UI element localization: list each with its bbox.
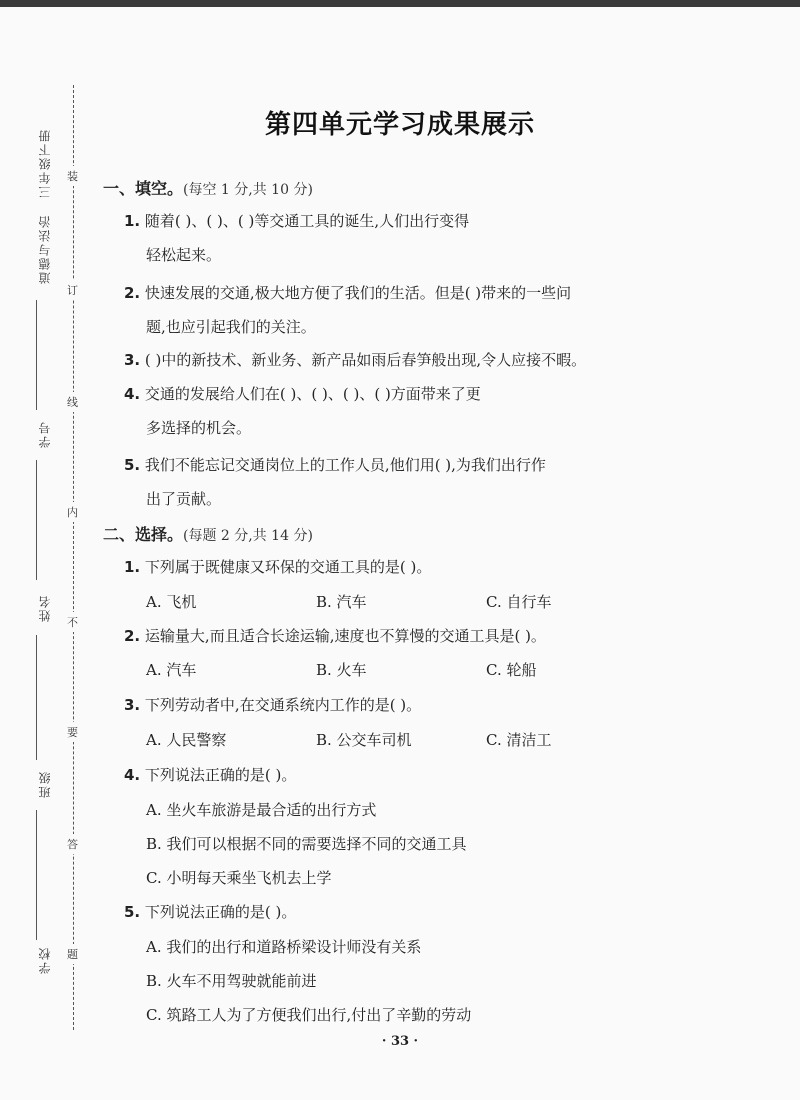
top-border bbox=[0, 0, 800, 7]
question-number: 3. bbox=[124, 696, 141, 714]
choice-question-2 bbox=[124, 625, 546, 646]
option-a: A. 我们的出行和道路桥梁设计师没有关系 bbox=[146, 938, 422, 956]
option-c: C. 筑路工人为了方便我们出行,付出了辛勤的劳动 bbox=[146, 1006, 472, 1024]
section-score-note: (每题 2 分,共 14 分) bbox=[183, 528, 313, 544]
school-line bbox=[36, 810, 37, 940]
fill-question-1-cont: 轻松起来。 bbox=[146, 246, 222, 264]
fill-question-2 bbox=[124, 282, 571, 303]
section-heading: 二、选择。 bbox=[103, 525, 184, 544]
option-b: B. 汽车 bbox=[316, 593, 367, 611]
option-b: B. 火车 bbox=[316, 661, 367, 679]
question-number: 1. bbox=[124, 558, 141, 576]
fill-question-4-cont: 多选择的机会。 bbox=[146, 419, 252, 437]
page-number: · 33 · bbox=[381, 1034, 419, 1049]
margin-subject-label: 道德与法治 bbox=[38, 214, 52, 284]
cut-char: 装 bbox=[67, 166, 78, 186]
page-title: 第四单元学习成果展示 bbox=[264, 110, 535, 140]
margin-school-label: 学校 bbox=[38, 946, 52, 974]
option-c: C. 小明每天乘坐飞机去上学 bbox=[146, 869, 332, 887]
section-choice-heading bbox=[103, 522, 313, 545]
fill-question-4 bbox=[124, 383, 481, 404]
cut-char: 内 bbox=[67, 502, 78, 522]
question-text: 随着( )、( )、( )等交通工具的诞生,人们出行变得 bbox=[144, 212, 470, 230]
option-c: C. 轮船 bbox=[486, 661, 537, 679]
fill-question-3 bbox=[124, 349, 586, 370]
question-stem: 下列说法正确的是( )。 bbox=[144, 766, 297, 784]
question-number: 5. bbox=[124, 456, 141, 474]
question-text: 我们不能忘记交通岗位上的工作人员,他们用( ),为我们出行作 bbox=[144, 456, 546, 474]
cut-char: 订 bbox=[67, 280, 78, 300]
cut-char: 线 bbox=[67, 392, 78, 412]
fill-question-2-cont: 题,也应引起我们的关注。 bbox=[146, 318, 316, 336]
margin-name-label: 姓名 bbox=[38, 594, 52, 622]
question-number: 3. bbox=[124, 351, 141, 369]
fill-question-5-cont: 出了贡献。 bbox=[146, 490, 222, 508]
section-fill-blank-heading bbox=[103, 176, 313, 199]
question-number: 2. bbox=[124, 627, 141, 645]
cut-char: 要 bbox=[67, 722, 78, 742]
margin-class-label: 班级 bbox=[38, 770, 52, 798]
question-stem: 下列劳动者中,在交通系统内工作的是( )。 bbox=[144, 696, 422, 714]
cut-char: 题 bbox=[67, 944, 78, 964]
question-stem: 下列属于既健康又环保的交通工具的是( )。 bbox=[144, 558, 432, 576]
margin-book-label: 三年级下册 bbox=[38, 128, 52, 198]
student-id-line bbox=[36, 300, 37, 410]
option-b: B. 我们可以根据不同的需要选择不同的交通工具 bbox=[146, 835, 467, 853]
option-a: A. 人民警察 bbox=[146, 731, 227, 749]
question-text: 交通的发展给人们在( )、( )、( )、( )方面带来了更 bbox=[144, 385, 481, 403]
question-number: 4. bbox=[124, 385, 141, 403]
option-a: A. 坐火车旅游是最合适的出行方式 bbox=[146, 801, 377, 819]
fill-question-5 bbox=[124, 454, 546, 475]
question-number: 1. bbox=[124, 212, 141, 230]
section-score-note: (每空 1 分,共 10 分) bbox=[183, 182, 313, 198]
option-b: B. 火车不用驾驶就能前进 bbox=[146, 972, 317, 990]
choice-question-4 bbox=[124, 764, 296, 785]
question-number: 4. bbox=[124, 766, 141, 784]
choice-question-1 bbox=[124, 556, 431, 577]
cut-char: 不 bbox=[67, 612, 78, 632]
margin-student-id-label: 学号 bbox=[38, 420, 52, 448]
question-number: 5. bbox=[124, 903, 141, 921]
choice-question-3 bbox=[124, 694, 421, 715]
option-c: C. 清洁工 bbox=[486, 731, 552, 749]
option-c: C. 自行车 bbox=[486, 593, 552, 611]
section-heading: 一、填空。 bbox=[103, 179, 184, 198]
option-a: A. 飞机 bbox=[146, 593, 197, 611]
binding-dashed-line bbox=[73, 85, 74, 1030]
option-b: B. 公交车司机 bbox=[316, 731, 412, 749]
name-line bbox=[36, 460, 37, 580]
choice-question-5 bbox=[124, 901, 296, 922]
question-text: 快速发展的交通,极大地方便了我们的生活。但是( )带来的一些问 bbox=[144, 284, 572, 302]
option-a: A. 汽车 bbox=[146, 661, 197, 679]
fill-question-1 bbox=[124, 210, 469, 231]
question-stem: 运输量大,而且适合长途运输,速度也不算慢的交通工具是( )。 bbox=[144, 627, 546, 645]
question-stem: 下列说法正确的是( )。 bbox=[144, 903, 297, 921]
cut-char: 答 bbox=[67, 834, 78, 854]
question-number: 2. bbox=[124, 284, 141, 302]
class-line bbox=[36, 635, 37, 760]
question-text: ( )中的新技术、新业务、新产品如雨后春笋般出现,令人应接不暇。 bbox=[144, 351, 587, 369]
